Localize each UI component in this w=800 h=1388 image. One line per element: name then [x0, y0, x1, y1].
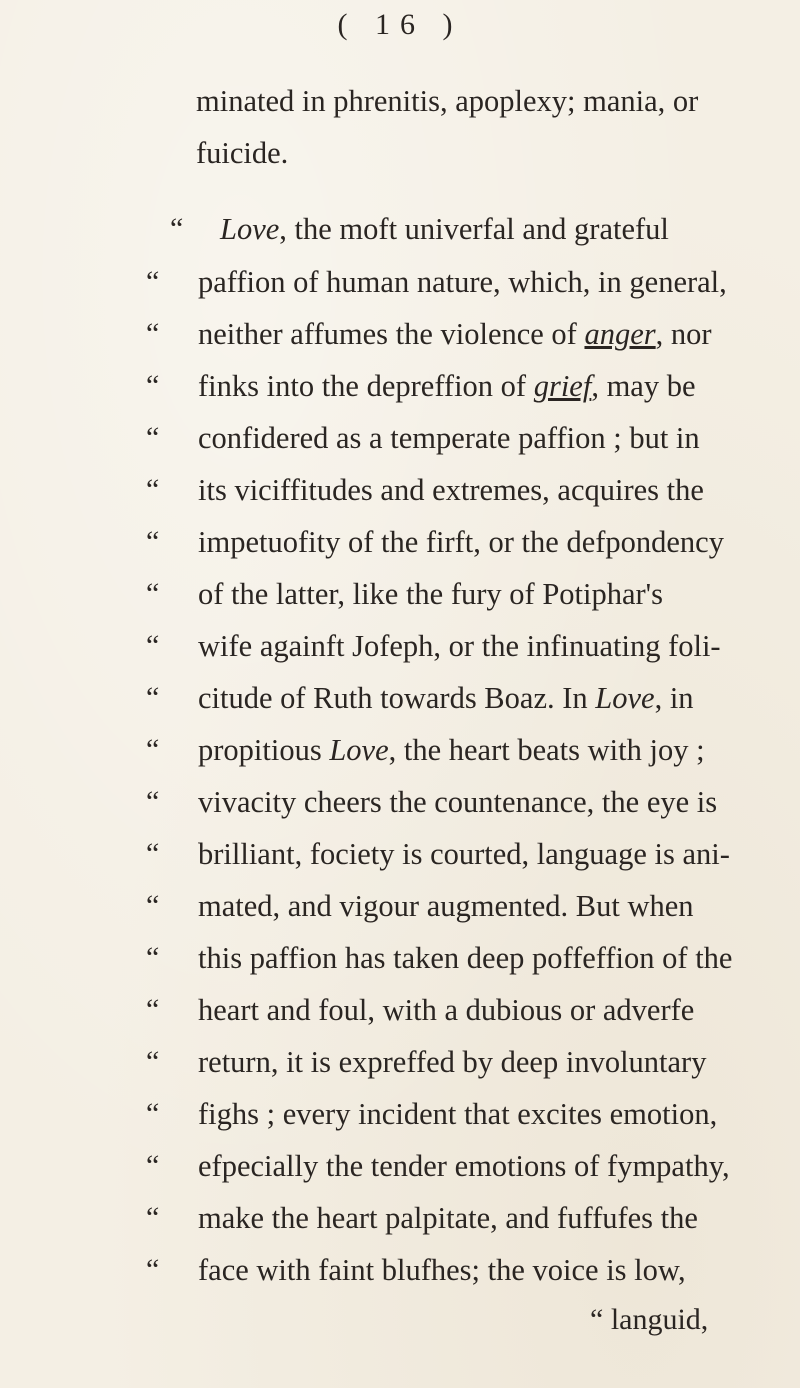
text-line: fighs ; every incident that excites emotion, — [198, 1097, 718, 1131]
page-number: ( 16 ) — [337, 8, 463, 41]
quote-mark: “ — [146, 1097, 160, 1130]
quote-mark: “ — [146, 993, 160, 1026]
text-line: wife againft Jofeph, or the infinuating foli- — [198, 629, 721, 663]
text-line: vivacity cheers the countenance, the eye is — [198, 785, 718, 819]
text-fragment: , may be — [591, 369, 696, 403]
text-line: make the heart palpitate, and fuffufes the — [198, 1201, 698, 1235]
quote-mark: “ — [146, 681, 160, 714]
text-fragment: neither affumes the violence of — [198, 317, 585, 351]
text-line: paffion of human nature, which, in general, — [198, 265, 727, 299]
text-line: return, it is expreffed by deep involuntary — [198, 1045, 707, 1079]
text-line-2: fuicide. — [196, 136, 289, 170]
quote-mark: “ — [146, 1149, 160, 1182]
quote-mark: “ — [170, 212, 184, 245]
text-fragment: propitious — [198, 733, 330, 767]
text-line: mated, and vigour augmented. But when — [198, 889, 694, 923]
text-line-1: minated in phrenitis, apoplexy; mania, or — [196, 84, 699, 118]
text-fragment: finks into the depreffion of — [198, 369, 534, 403]
text-line: citude of Ruth towards Boaz. In Love, in — [198, 681, 694, 715]
text-fragment: , nor — [655, 317, 712, 351]
text-line: efpecially the tender emotions of fympathy, — [198, 1149, 730, 1183]
catchword: “ languid, — [590, 1303, 709, 1336]
text-line: of the latter, like the fury of Potiphar's — [198, 577, 664, 611]
quote-mark: “ — [146, 941, 160, 974]
text-line: face with faint blufhes; the voice is low, — [198, 1253, 686, 1287]
quote-mark: “ — [146, 317, 160, 350]
quote-mark: “ — [146, 889, 160, 922]
text-line: impetuofity of the firft, or the defpondency — [198, 525, 724, 559]
quote-mark: “ — [146, 837, 160, 870]
quote-mark: “ — [146, 1045, 160, 1078]
quote-mark: “ — [146, 525, 160, 558]
text-fragment: , in — [654, 681, 694, 715]
text-line: heart and foul, with a dubious or adverfe — [198, 993, 695, 1027]
quote-mark: “ — [146, 421, 160, 454]
quote-mark: “ — [146, 265, 160, 298]
text-line: finks into the depreffion of grief, may be — [198, 369, 696, 403]
quote-mark: “ — [146, 1201, 160, 1234]
text-fragment: , the moft univerfal and grateful — [279, 212, 669, 246]
text-line: this paffion has taken deep poffeffion of the — [198, 941, 733, 975]
text-fragment: , the heart beats with joy ; — [388, 733, 705, 767]
quote-mark: “ — [146, 629, 160, 662]
quote-mark: “ — [146, 733, 160, 766]
text-line: propitious Love, the heart beats with joy ; — [198, 733, 705, 767]
quote-mark: “ — [146, 369, 160, 402]
text-line: confidered as a temperate paffion ; but in — [198, 421, 700, 455]
text-line: brilliant, fociety is courted, language is ani- — [198, 837, 730, 871]
text-line: neither affumes the violence of anger, nor — [198, 317, 712, 351]
quote-mark: “ — [146, 577, 160, 610]
quote-mark: “ — [146, 785, 160, 818]
text-fragment: citude of Ruth towards Boaz. In — [198, 681, 596, 715]
text-line: Love, the moft univerfal and grateful — [220, 212, 669, 246]
text-line: its viciffitudes and extremes, acquires the — [198, 473, 704, 507]
quote-mark: “ — [146, 1253, 160, 1286]
quote-mark: “ — [146, 473, 160, 506]
